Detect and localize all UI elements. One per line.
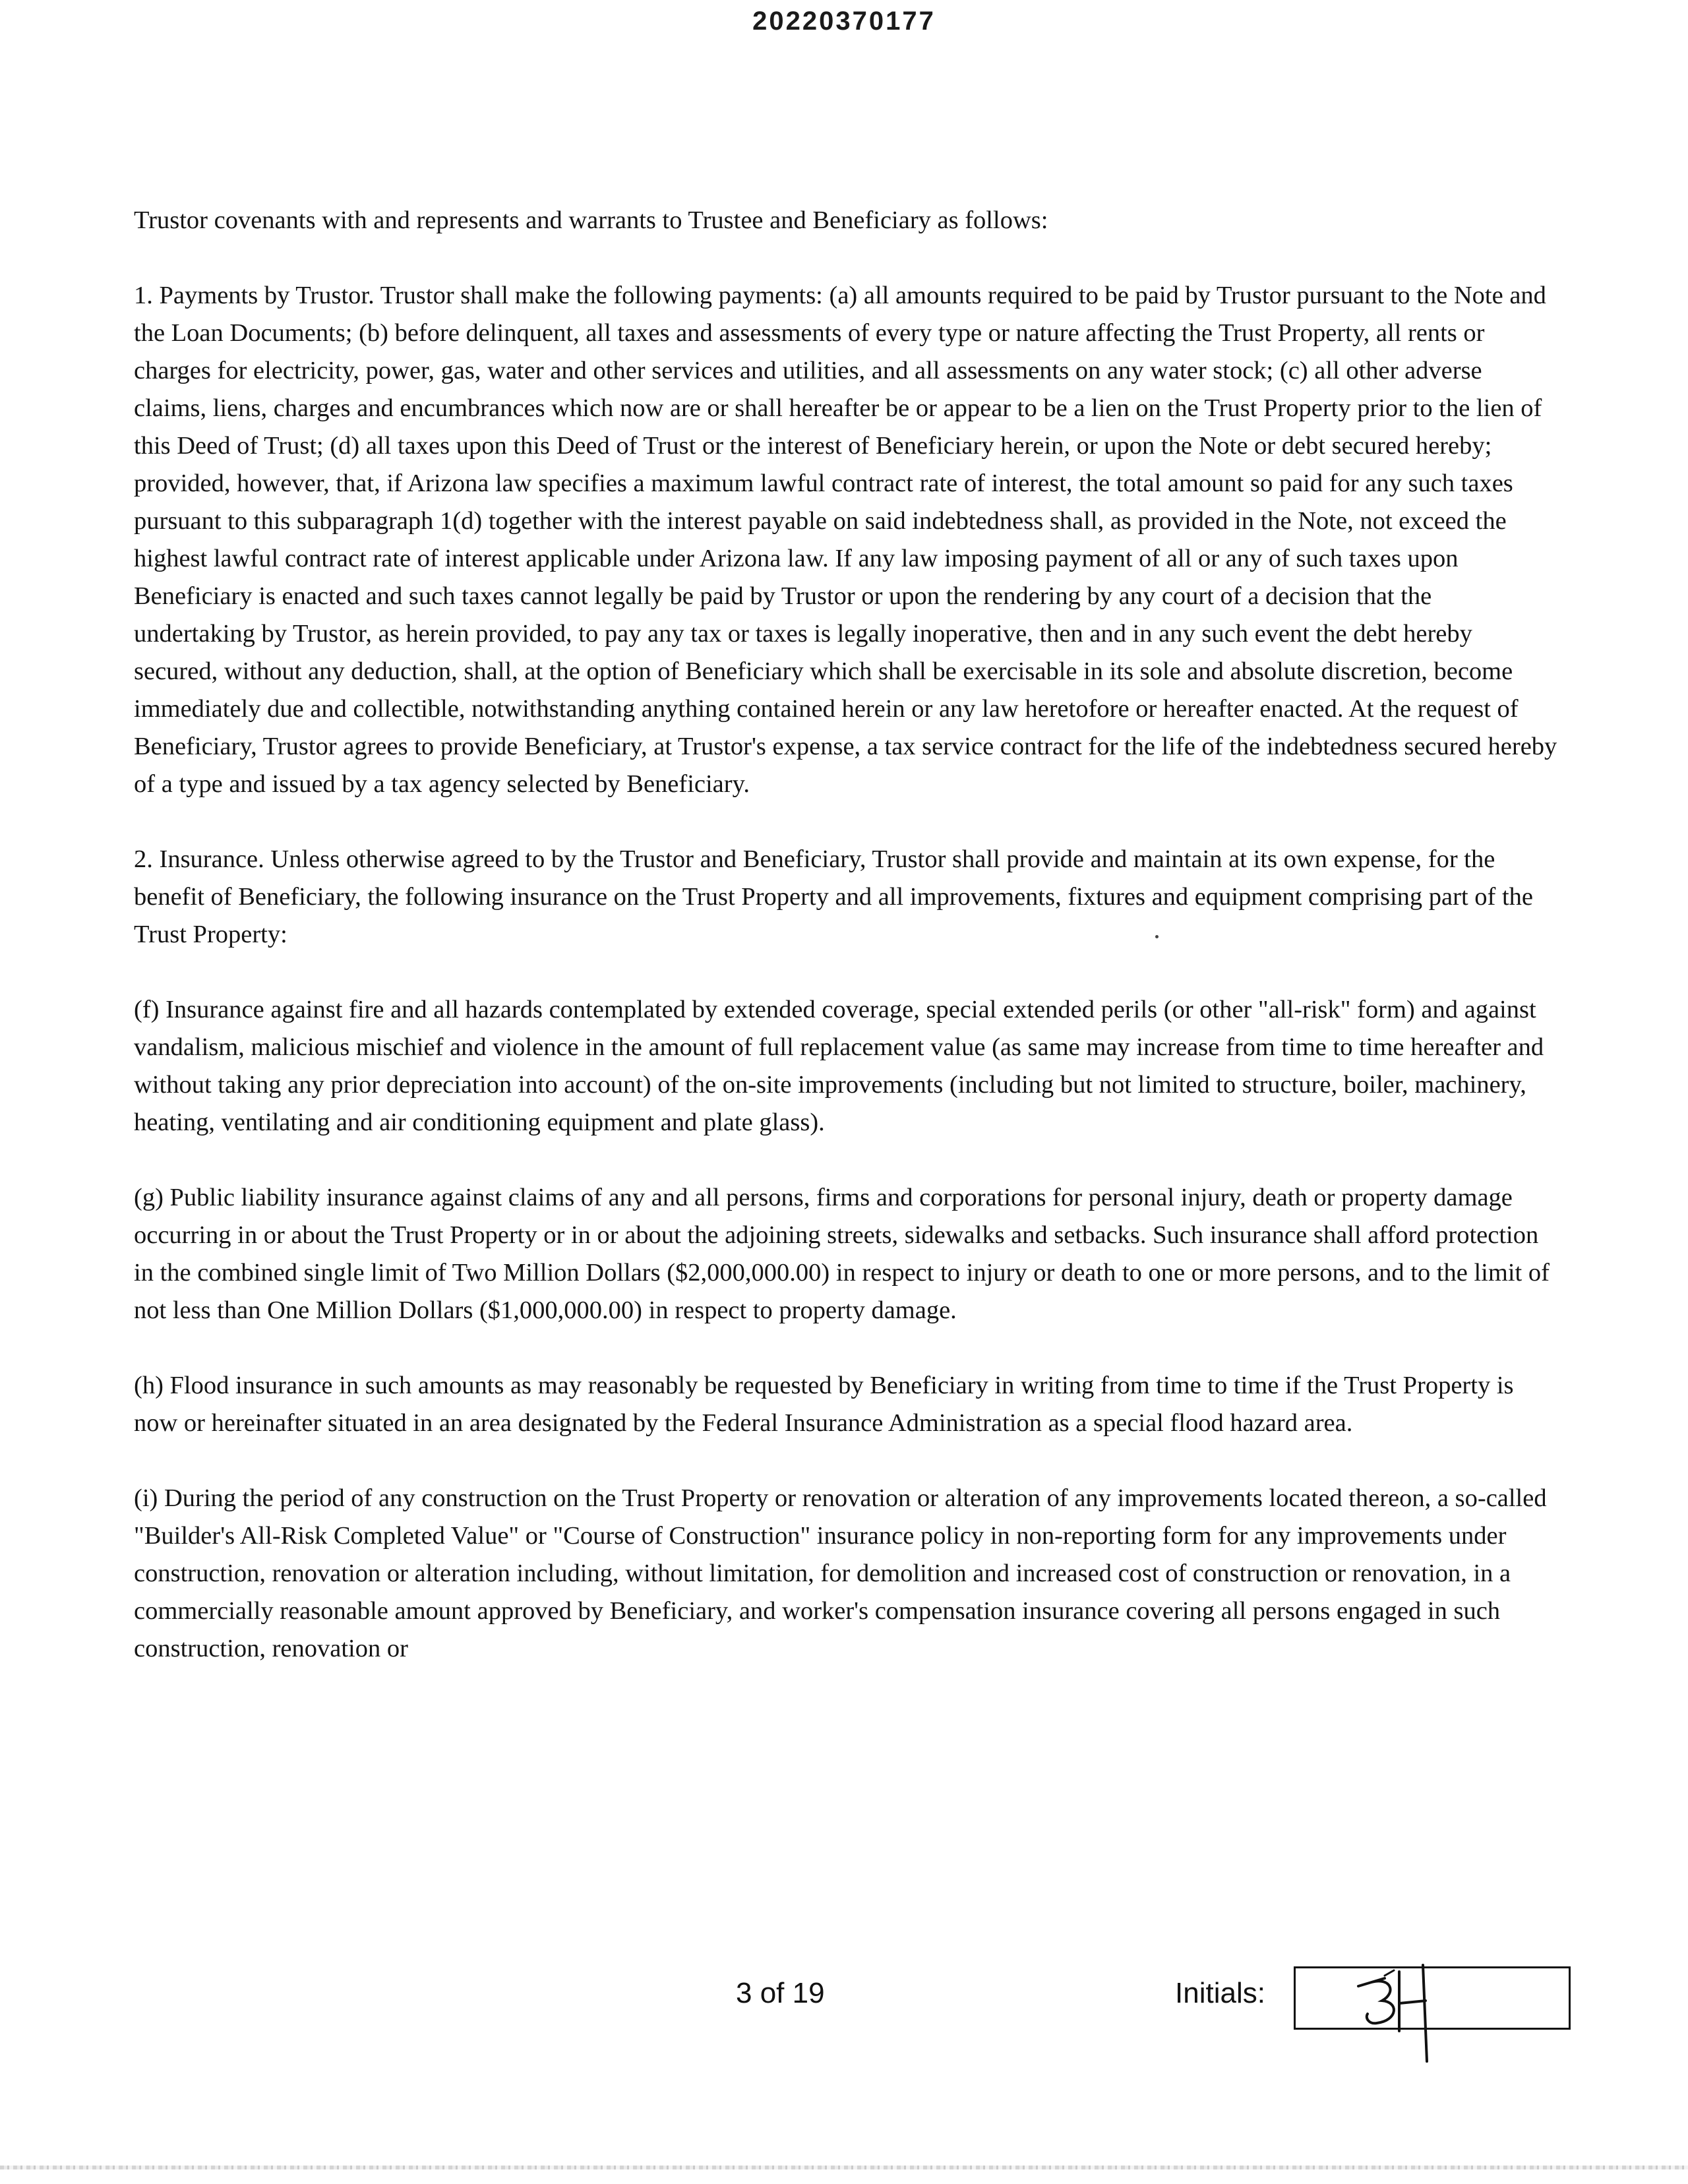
- clause-h-flood-insurance: (h) Flood insurance in such amounts as may reasonably be requested by Beneficiary in writing from time to time if the Trust Property is now or hereinafter situated in an area designated by the Federal Insurance Administration as a special flood hazard area.: [134, 1372, 1514, 1437]
- page-footer: [0, 1952, 1688, 2024]
- initials-label: Initials:: [1175, 1977, 1265, 2009]
- document-body: [134, 202, 1558, 1705]
- clause-f-fire-insurance: (f) Insurance against fire and all hazards contemplated by extended coverage, special extended perils (or other "all-risk" form) and against vandalism, malicious mischief and violence in the amount of full replacement value (as same may increase from time to time hereafter and without taking any prior depreciation into account) of the on-site improvements (including but not limited to structure, boiler, machinery, heating, ventilating and air conditioning equipment and plate glass).: [134, 996, 1544, 1136]
- intro-paragraph: Trustor covenants with and represents and warrants to Trustee and Beneficiary as follows:: [134, 206, 1048, 234]
- initials-signature: [1345, 1952, 1464, 2064]
- clause-i-construction-insurance: (i) During the period of any construction on the Trust Property or renovation or alteration of any improvements located thereon, a so-called "Builder's All-Risk Completed Value" or "Course of Construction" insurance policy in non-reporting form for any improvements under construction, renovation or alteration including, without limitation, for demolition and increased cost of construction or renovation, in a commercially reasonable amount approved by Beneficiary, and worker's compensation insurance covering all persons engaged in such construction, renovation or: [134, 1484, 1547, 1662]
- scan-edge: [0, 2166, 1688, 2169]
- scan-speck: [1155, 935, 1159, 938]
- page-number: 3 of 19: [736, 1977, 825, 2009]
- document-number: 20220370177: [752, 7, 936, 36]
- section-1-payments: 1. Payments by Trustor. Trustor shall make the following payments: (a) all amounts required to be paid by Trustor pursuant to the Note and the Loan Documents; (b) before delinquent, all taxes and assessments of every type or nature affecting the Trust Property, all rents or charges for electricity, power, gas, water and other services and utilities, and all assessments on any water stock; (c) all other adverse claims, liens, charges and encumbrances which now are or shall hereafter be or appear to be a lien on the Trust Property prior to the lien of this Deed of Trust; (d) all taxes upon this Deed of Trust or the interest of Beneficiary herein, or upon the Note or debt secured hereby; provided, however, that, if Arizona law specifies a maximum lawful contract rate of interest, the total amount so paid for any such taxes pursuant to this subparagraph 1(d) together with the interest payable on said indebtedness shall, as provided in the Note, not exceed the highest lawful contract rate of interest applicable under Arizona law. If any law imposing payment of all or any of such taxes upon Beneficiary is enacted and such taxes cannot legally be paid by Trustor or upon the rendering by any court of a decision that the undertaking by Trustor, as herein provided, to pay any tax or taxes is legally inoperative, then and in any such event the debt hereby secured, without any deduction, shall, at the option of Beneficiary which shall be exercisable in its sole and absolute discretion, become immediately due and collectible, notwithstanding anything contained herein or any law heretofore or hereafter enacted. At the request of Beneficiary, Trustor agrees to provide Beneficiary, at Trustor's expense, a tax service contract for the life of the indebtedness secured hereby of a type and issued by a tax agency selected by Beneficiary.: [134, 282, 1557, 798]
- clause-g-liability-insurance: (g) Public liability insurance against claims of any and all persons, firms and corporations for personal injury, death or property damage occurring in or about the Trust Property or in or about the adjoining streets, sidewalks and setbacks. Such insurance shall afford protection in the combined single limit of Two Million Dollars ($2,000,000.00) in respect to injury or death to one or more persons, and to the limit of not less than One Million Dollars ($1,000,000.00) in respect to property damage.: [134, 1184, 1550, 1324]
- section-2-insurance: 2. Insurance. Unless otherwise agreed to by the Trustor and Beneficiary, Trustor shall provide and maintain at its own expense, for the benefit of Beneficiary, the following insurance on the Trust Property and all improvements, fixtures and equipment comprising part of the Trust Property:: [134, 845, 1533, 948]
